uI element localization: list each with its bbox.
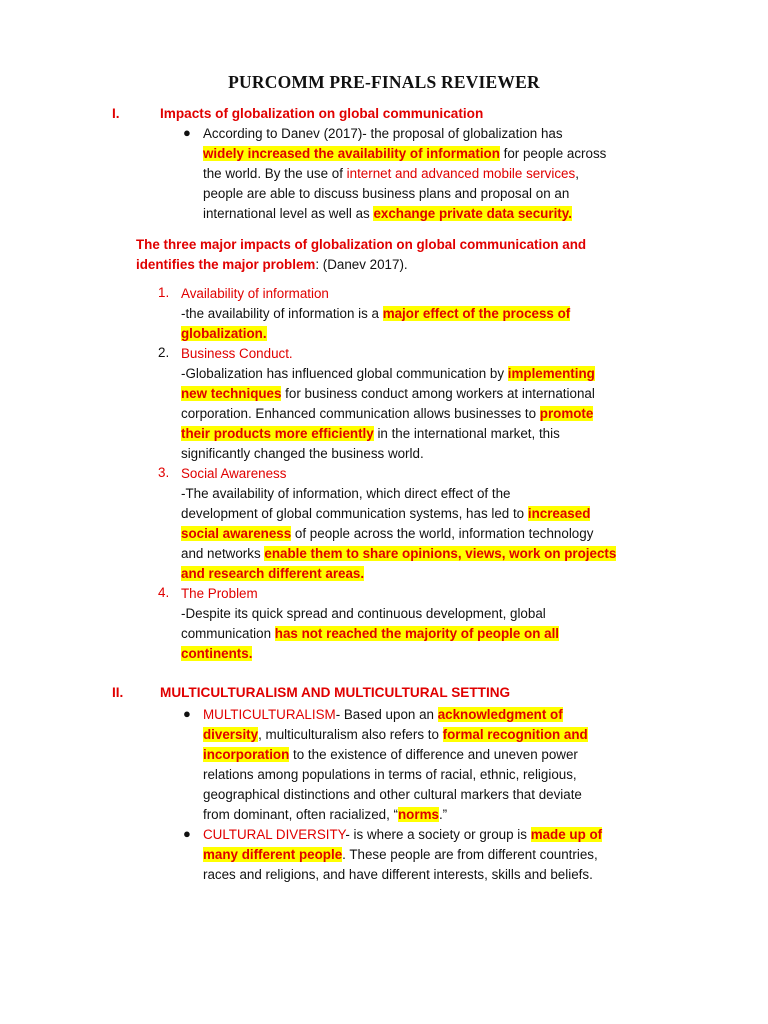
bullet-line bbox=[203, 705, 588, 725]
bullet-line bbox=[203, 725, 588, 745]
item-1-number: 1. bbox=[158, 285, 170, 300]
highlight: and research different areas. bbox=[181, 566, 365, 581]
highlight: acknowledgment of bbox=[437, 707, 563, 722]
item-2 bbox=[181, 344, 595, 464]
bullet-line: geographical distinctions and other cultural markers that deviate bbox=[203, 787, 582, 802]
item-3-number: 3. bbox=[158, 465, 170, 480]
highlight: incorporation bbox=[203, 747, 290, 762]
text: from dominant, often racialized, “ bbox=[203, 807, 398, 822]
text: -Globalization has influenced global communication by bbox=[181, 366, 508, 381]
item-line bbox=[181, 644, 559, 664]
text: the world. By the use of bbox=[203, 166, 347, 181]
highlight: globalization. bbox=[181, 326, 267, 341]
text: development of global communication systems, has led to bbox=[181, 506, 528, 521]
bullet-icon: ● bbox=[183, 826, 191, 841]
bullet-line bbox=[203, 825, 602, 845]
item-4-number: 4. bbox=[158, 585, 170, 600]
text: in the international market, this bbox=[373, 426, 560, 441]
bullet-line bbox=[203, 845, 602, 865]
item-2-number: 2. bbox=[158, 345, 170, 360]
text: for people across bbox=[499, 146, 607, 161]
highlight: social awareness bbox=[181, 526, 292, 541]
bullet-icon: ● bbox=[183, 125, 191, 140]
intro-line bbox=[136, 255, 586, 275]
bullet-icon: ● bbox=[183, 706, 191, 721]
section-1-bullet bbox=[203, 124, 606, 224]
highlight: implementing bbox=[507, 366, 595, 381]
red-text: CULTURAL DIVERSITY bbox=[203, 827, 346, 842]
highlight: enable them to share opinions, views, work on projects bbox=[264, 546, 617, 561]
intro-line: The three major impacts of globalization on global communication and bbox=[136, 237, 587, 252]
highlight: their products more efficiently bbox=[181, 426, 374, 441]
item-line: significantly changed the business world. bbox=[181, 446, 424, 461]
text: : (Danev 2017). bbox=[315, 257, 408, 272]
highlight: many different people bbox=[203, 847, 343, 862]
highlight: widely increased the availability of information bbox=[203, 146, 500, 161]
item-line bbox=[181, 424, 595, 444]
text: corporation. Enhanced communication allows businesses to bbox=[181, 406, 540, 421]
highlight: formal recognition and bbox=[442, 727, 588, 742]
highlight: has not reached the majority of people on all bbox=[274, 626, 560, 641]
item-line bbox=[181, 504, 616, 524]
bullet-line bbox=[203, 745, 588, 765]
item-line: -Despite its quick spread and continuous development, global bbox=[181, 606, 546, 621]
item-line bbox=[181, 524, 616, 544]
item-line bbox=[181, 324, 570, 344]
text: . These people are from different countries, bbox=[342, 847, 598, 862]
item-title: Social Awareness bbox=[181, 466, 287, 481]
bullet-line: According to Danev (2017)- the proposal of globalization has bbox=[203, 126, 563, 141]
item-line bbox=[181, 384, 595, 404]
text: international level as well as bbox=[203, 206, 374, 221]
document-title: PURCOMM PRE-FINALS REVIEWER bbox=[228, 72, 540, 92]
text: to the existence of difference and uneven power bbox=[289, 747, 578, 762]
text: .” bbox=[438, 807, 448, 822]
text: communication bbox=[181, 626, 275, 641]
bullet-line bbox=[203, 144, 606, 164]
item-title: The Problem bbox=[181, 586, 258, 601]
item-line bbox=[181, 404, 595, 424]
item-4 bbox=[181, 584, 559, 664]
highlight: made up of bbox=[530, 827, 603, 842]
text: of people across the world, information technology bbox=[291, 526, 594, 541]
item-line bbox=[181, 564, 616, 584]
highlight: norms bbox=[398, 807, 439, 822]
section-1-heading: Impacts of globalization on global communication bbox=[160, 106, 484, 121]
red-text: internet and advanced mobile services bbox=[346, 166, 576, 181]
item-line bbox=[181, 304, 570, 324]
section-2-bullet-1 bbox=[203, 705, 588, 825]
highlight: exchange private data security. bbox=[373, 206, 572, 221]
highlight: new techniques bbox=[181, 386, 282, 401]
bullet-line: races and religions, and have different interests, skills and beliefs. bbox=[203, 867, 593, 882]
item-title: Business Conduct. bbox=[181, 346, 293, 361]
item-title: Availability of information bbox=[181, 286, 329, 301]
section-2-heading: MULTICULTURALISM AND MULTICULTURAL SETTING bbox=[160, 685, 511, 700]
section-2-bullet-2 bbox=[203, 825, 602, 885]
bullet-line bbox=[203, 164, 606, 184]
item-3 bbox=[181, 464, 616, 584]
red-bold-text: identifies the major problem bbox=[136, 257, 316, 272]
highlight: diversity bbox=[203, 727, 259, 742]
item-line bbox=[181, 544, 616, 564]
bullet-line: relations among populations in terms of racial, ethnic, religious, bbox=[203, 767, 577, 782]
section-1-number: I. bbox=[112, 106, 120, 121]
highlight: major effect of the process of bbox=[382, 306, 571, 321]
impacts-intro bbox=[136, 235, 586, 275]
text: - is where a society or group is bbox=[345, 827, 531, 842]
item-line bbox=[181, 364, 595, 384]
item-line bbox=[181, 624, 559, 644]
bullet-line: people are able to discuss business plans and proposal on an bbox=[203, 186, 570, 201]
text: , multiculturalism also refers to bbox=[258, 727, 443, 742]
text: and networks bbox=[181, 546, 265, 561]
text: , bbox=[575, 166, 579, 181]
text: for business conduct among workers at international bbox=[281, 386, 595, 401]
highlight: promote bbox=[539, 406, 594, 421]
highlight: increased bbox=[527, 506, 591, 521]
item-line: -The availability of information, which direct effect of the bbox=[181, 486, 511, 501]
section-2-number: II. bbox=[112, 685, 124, 700]
text: - Based upon an bbox=[335, 707, 438, 722]
highlight: continents. bbox=[181, 646, 253, 661]
text: -the availability of information is a bbox=[181, 306, 383, 321]
bullet-line bbox=[203, 805, 588, 825]
red-text: MULTICULTURALISM bbox=[203, 707, 336, 722]
item-1 bbox=[181, 284, 570, 344]
bullet-line bbox=[203, 204, 606, 224]
